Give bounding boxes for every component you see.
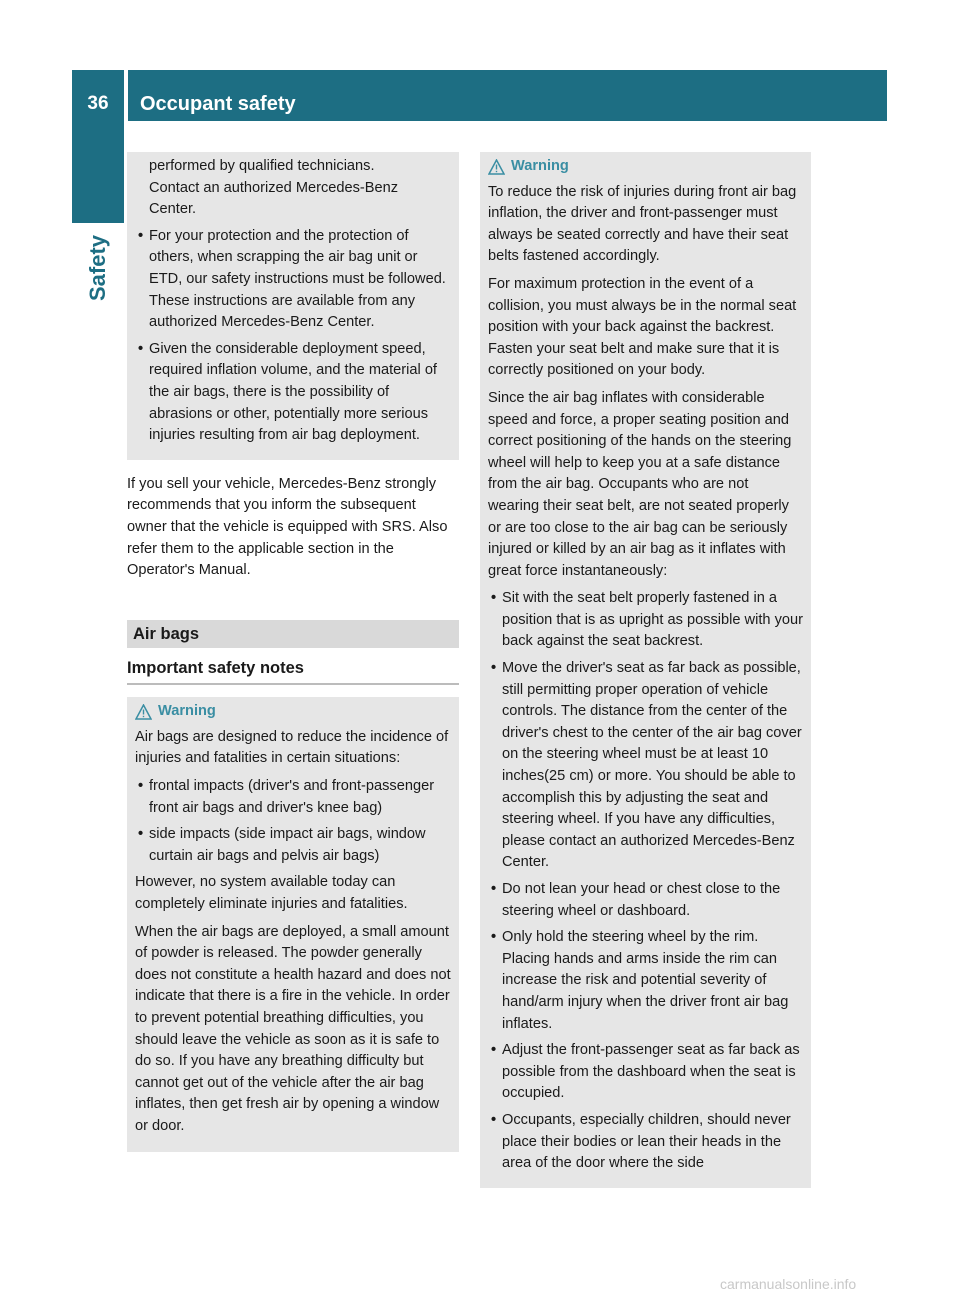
bullet-icon: • [138, 826, 144, 843]
lead-line: performed by qualified technicians. [149, 158, 375, 174]
list-item [488, 1110, 803, 1175]
bullet-icon: • [138, 340, 144, 357]
warning-intro: Air bags are designed to reduce the incidence of injuries and fatalities in certain situations: [135, 728, 449, 767]
left-column [127, 152, 459, 1152]
lead-line: Center. [149, 201, 197, 218]
bullet-icon: • [138, 227, 144, 244]
list-item [488, 1040, 803, 1105]
warning-label: Warning [511, 158, 569, 174]
warning-heading [135, 701, 451, 723]
warning-paragraph: Since the air bag inflates with considerable speed and force, a proper seating position and correct positioning of the hands on the steering wheel will help to keep you at a safe distance from the air bag. Occupants who are not wearing their seat belt, are not seated properly or are too close to the air bag can be seriously injured or killed by an air bag as it inflates with great force instantaneously: [488, 389, 792, 579]
warning-paragraph: However, no system available today can completely eliminate injuries and fatalities. [135, 874, 408, 913]
lead-line: Contact an authorized Mercedes-Benz [149, 179, 399, 196]
bullet-icon: • [491, 660, 497, 677]
list-item [488, 588, 803, 653]
box-lead [135, 156, 451, 221]
list-item-text: Occupants, especially children, should never place their bodies or lean their heads in the area of the door where the side [502, 1111, 791, 1172]
warning-paragraph: For maximum protection in the event of a collision, you must always be in the normal seat position with your back against the backrest. Fasten your seat belt and make sure that it is correctly positioned on your body. [488, 275, 797, 379]
warning-box [127, 697, 459, 1151]
list-item-text: Move the driver's seat as far back as possible, still permitting proper operation of vehicle controls. The distance from the center of the driver's chest to the center of the air bag cover on the steering wheel must be at least 10 inches(25 cm) or more. You should be able to accomplish this by adjusting the seat and steering wheel. If you have any difficulties, please contact an authorized Mercedes-Benz Center. [502, 660, 802, 871]
list-item-text: side impacts (side impact air bags, window curtain air bags and pelvis air bags) [149, 826, 426, 864]
footer-watermark: carmanualsonline.info [720, 1276, 857, 1292]
header-divider [124, 70, 128, 121]
list-item [135, 776, 451, 819]
list-item-text: Sit with the seat belt properly fastened in a position that is as upright as possible with your back against the seat backrest. [502, 590, 803, 650]
page-title: Occupant safety [140, 93, 296, 115]
warning-label: Warning [158, 703, 216, 720]
list-item [135, 339, 451, 447]
list-item [135, 226, 451, 334]
list-item-text: For your protection and the protection of others, when scrapping the air bag unit or ETD, our safety instructions must be followed. These instructions are available from any authorized Mercedes-Benz Center. [149, 227, 446, 331]
bullet-icon: • [491, 590, 497, 607]
warning-paragraph: When the air bags are deployed, a small amount of powder is released. The powder generally does not constitute a health hazard and does not indicate that there is a fire in the vehicle. In order to prevent potential breathing difficulties, you should leave the vehicle as soon as it is safe to do so. If you have any breathing difficulty but cannot get out of the vehicle after the air bag inflates, then get fresh air by opening a window or door. [135, 923, 451, 1134]
warning-paragraph: To reduce the risk of injuries during front air bag inflation, the driver and front-passenger must always be seated correctly and have their seat belts fastened accordingly. [488, 183, 797, 265]
side-block [72, 121, 124, 223]
warning-heading [488, 156, 803, 178]
list-item-text: Adjust the front-passenger seat as far back as possible from the dashboard when the seat is occupied. [502, 1042, 800, 1102]
body-paragraph: If you sell your vehicle, Mercedes-Benz strongly recommends that you inform the subsequent owner that the vehicle is equipped with SRS. Also refer them to the applicable section in the Operator's Manual. [127, 475, 448, 579]
list-item-text: Given the considerable deployment speed, required inflation volume, and the material of the air bags, there is the possibility of abrasions or other, potentially more serious injuries resulting from air bag deployment. [149, 340, 437, 444]
continued-warning-box [127, 152, 459, 460]
bullet-icon: • [491, 1111, 497, 1128]
right-column [480, 152, 811, 1188]
subheading: Important safety notes [127, 658, 459, 686]
bullet-icon: • [491, 881, 497, 897]
list-item [488, 879, 803, 922]
bullet-icon: • [491, 929, 497, 946]
side-tab-label: Safety [85, 234, 110, 302]
section-title: Air bags [127, 620, 459, 648]
list-item-text: frontal impacts (driver's and front-passenger front air bags and driver's knee bag) [149, 778, 435, 816]
list-item [135, 824, 451, 867]
warning-triangle-icon [135, 704, 152, 720]
list-item-text: Do not lean your head or chest close to the steering wheel or dashboard. [502, 881, 781, 919]
list-item-text: Only hold the steering wheel by the rim. Placing hands and arms inside the rim can increase the risk and potential severity of hand/arm injury when the driver front air bag inflates. [502, 929, 789, 1032]
bullet-icon: • [138, 778, 144, 795]
warning-triangle-icon [488, 159, 505, 175]
list-item [488, 927, 803, 1035]
warning-box [480, 152, 811, 1188]
list-item [488, 658, 803, 874]
page-number: 36 [87, 93, 109, 114]
bullet-icon: • [491, 1042, 497, 1059]
